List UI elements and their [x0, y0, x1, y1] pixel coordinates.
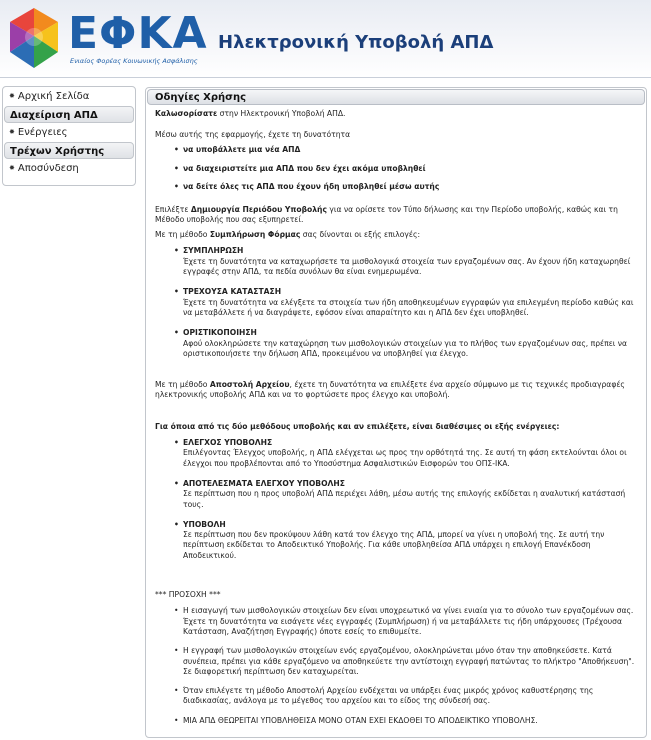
list-item: • να υποβάλλετε μια νέα ΑΠΔ: [174, 144, 638, 163]
option-desc: Έχετε τη δυνατότητα να ελέγξετε τα στοιχεία των ήδη αποθηκευμένων εγγραφών για επιλεγμένη περίοδο καθώς και να μεταβάλλετε ή να διαγράψετε, εφόσον είναι απαραίτητο και η ΑΠΔ δεν έχει υποβληθεί.: [183, 297, 634, 317]
option-desc: Σε περίπτωση που η προς υποβολή ΑΠΔ περιέχει λάθη, μέσω αυτής της επιλογής εκδίδεται η αναλυτική κατάστασή τους.: [183, 489, 626, 509]
efka-logo-icon: [6, 6, 62, 70]
instructions-content: [146, 105, 646, 726]
sidebar-item-home[interactable]: [3, 87, 135, 106]
notes-list: [174, 606, 638, 726]
list-item: [174, 479, 638, 510]
option-term: • ΤΡΕΧΟΥΣΑ ΚΑΤΑΣΤΑΣΗ: [183, 287, 282, 297]
note-heading: *** ΠΡΟΣΟΧΗ ***: [155, 590, 221, 600]
form-options-list: [174, 246, 638, 359]
text-span: Με τη μέθοδο: [155, 230, 210, 240]
text-bold: Αποστολή Αρχείου: [209, 380, 290, 390]
option-term: • ΕΛΕΓΧΟΣ ΥΠΟΒΟΛΗΣ: [183, 438, 273, 448]
list-item: [174, 520, 638, 561]
list-item: • να δείτε όλες τις ΑΠΔ που έχουν ήδη υποβληθεί μέσω αυτής: [174, 181, 638, 200]
actions-heading: Για όποια από τις δύο μεθόδους υποβολής και αν επιλέξετε, είναι διαθέσιμες οι εξής ενέργειες:: [155, 421, 560, 431]
actions-list: [174, 438, 638, 561]
form-method-text: [155, 230, 638, 240]
list-item: [174, 328, 638, 359]
welcome-rest: στην Ηλεκτρονική Υποβολή ΑΠΔ.: [217, 109, 346, 118]
option-desc: Επιλέγοντας Έλεγχος υποβολής, η ΑΠΔ ελέγχεται ως προς την ορθότητά της. Σε αυτή τη φάση εκτελούνται όλοι οι έλεγχοι που προβλέπονται από το Υποσύστημα Ασφαλιστικών Εισφορών του ΟΠΣ-ΙΚΑ.: [183, 448, 627, 468]
text-bold: Συμπλήρωση Φόρμας: [209, 230, 301, 240]
sidebar: [2, 86, 136, 186]
list-item: • Η εισαγωγή των μισθολογικών στοιχείων δεν είναι υποχρεωτικό να γίνει ενιαία για το σύνολο των εργαζομένων σας. Έχετε τη δυνατότητα να εισάγετε νέες εγγραφές (Συμπλήρωση) ή να μεταβάλλετε τις ήδη υπάρχουσες (Τρέχουσα Κατάσταση, Αναζήτηση Εγγραφής) όποτε εσείς το επιθυμείτε.: [174, 606, 638, 637]
sidebar-item-label: Αρχική Σελίδα: [17, 91, 90, 102]
list-item: [174, 438, 638, 469]
option-term: • ΑΠΟΤΕΛΕΣΜΑΤΑ ΕΛΕΓΧΟΥ ΥΠΟΒΟΛΗΣ: [183, 478, 345, 488]
list-item: [174, 246, 638, 277]
sidebar-item-logout[interactable]: [3, 159, 135, 178]
option-term: • ΣΥΜΠΛΗΡΩΣΗ: [183, 246, 244, 256]
option-desc: Σε περίπτωση που δεν προκύψουν λάθη κατά τον έλεγχο της ΑΠΔ, μπορεί να γίνει η υποβολή της. Σε αυτή την περίπτωση εκδίδεται το Αποδεικτικό Υποβολής. Για κάθε υποβληθείσα ΑΠΔ υπάρχει η επιλογή Επανέκδοση Αποδεικτικού.: [183, 530, 605, 560]
gear-bullet-icon: ✸: [9, 128, 15, 136]
option-term: • ΥΠΟΒΟΛΗ: [183, 519, 226, 529]
option-desc: Αφού ολοκληρώσετε την καταχώρηση των μισθολογικών στοιχείων για το πλήθος των εργαζομένων σας, πρέπει να οριστικοποιήσετε την δήλωση ΑΠΔ, προκειμένου να υποβληθεί για έλεγχο.: [183, 338, 628, 358]
text-span: , έχετε τη δυνατότητα να επιλέξετε ένα αρχείο σύμφωνο με τις τεχνικές προδιαγραφές ηλεκτρονικής υποβολής ΑΠΔ και να το φορτώσετε προς έλεγχο και υποβολή.: [155, 380, 625, 400]
file-method-text: [155, 380, 638, 401]
create-period-text: [155, 205, 638, 226]
welcome-text: [155, 109, 638, 119]
text-span: σας δίνονται οι εξής επιλογές:: [300, 230, 421, 240]
sidebar-item-label: Αποσύνδεση: [17, 163, 79, 174]
gear-bullet-icon: ✸: [9, 164, 15, 172]
text-span: Επιλέξτε: [155, 204, 191, 214]
intro-text: Μέσω αυτής της εφαρμογής, έχετε τη δυνατότητα: [155, 129, 351, 139]
instructions-panel: [145, 87, 647, 738]
text-span: Με τη μέθοδο: [155, 380, 210, 390]
page-header: [0, 0, 651, 78]
sidebar-section-apd: Διαχείριση ΑΠΔ: [4, 106, 134, 123]
list-item: • ΜΙΑ ΑΠΔ ΘΕΩΡΕΙΤΑΙ ΥΠΟΒΛΗΘΕΙΣΑ ΜΟΝΟ ΟΤΑΝ ΕΧΕΙ ΕΚΔΟΘΕΙ ΤΟ ΑΠΟΔΕΙΚΤΙΚΟ ΥΠΟΒΟΛΗΣ.: [174, 716, 638, 726]
option-desc: Έχετε τη δυνατότητα να καταχωρήσετε τα μισθολογικά στοιχεία των εργαζομένων σας. Αν έχουν ήδη καταχωρηθεί εγγραφές στην ΑΠΔ, τα πεδία συνόλων θα είναι ενημερωμένα.: [183, 256, 631, 277]
capabilities-list: [174, 144, 638, 200]
panel-title: Οδηγίες Χρήσης: [147, 89, 645, 105]
logo-text: ΕΦΚΑ: [68, 8, 208, 59]
gear-bullet-icon: ✸: [9, 92, 15, 100]
list-item: • Όταν επιλέγετε τη μέθοδο Αποστολή Αρχείου ενδέχεται να υπάρξει ένας μικρός χρόνος καθυστέρησης της διαδικασίας, ανάλογα με το μέγεθος του αρχείου και το είδος της σύνδεσή σας.: [174, 686, 638, 707]
list-item: [174, 287, 638, 318]
welcome-bold: Καλωσορίσατε: [155, 109, 218, 118]
option-term: • ΟΡΙΣΤΙΚΟΠΟΙΗΣΗ: [183, 328, 257, 338]
logo-subtitle: Ενιαίος Φορέας Κοινωνικής Ασφάλισης: [70, 57, 198, 65]
list-item: • Η εγγραφή των μισθολογικών στοιχείων ενός εργαζομένου, ολοκληρώνεται μόνο όταν την αποθηκεύσετε. Κατά συνέπεια, πρέπει για κάθε εργαζόμενο να αποθηκεύετε την αντίστοιχη εγγραφή πατώντας το πλήκτρο "Αποθήκευση". Σε διαφορετική περίπτωση δεν καταχωρείται.: [174, 646, 638, 677]
text-span: για να ορίσετε τον Τύπο δήλωσης και την Περίοδο υποβολής, καθώς και τη Μέθοδο υποβολής που σας εξυπηρετεί.: [155, 204, 618, 224]
sidebar-item-label: Ενέργειες: [17, 127, 68, 138]
page-title: Ηλεκτρονική Υποβολή ΑΠΔ: [218, 32, 494, 53]
sidebar-item-actions[interactable]: [3, 123, 135, 142]
text-bold: Δημιουργία Περιόδου Υποβολής: [190, 204, 327, 214]
sidebar-section-user: Τρέχων Χρήστης: [4, 142, 134, 159]
list-item: • να διαχειριστείτε μια ΑΠΔ που δεν έχει ακόμα υποβληθεί: [174, 163, 638, 182]
